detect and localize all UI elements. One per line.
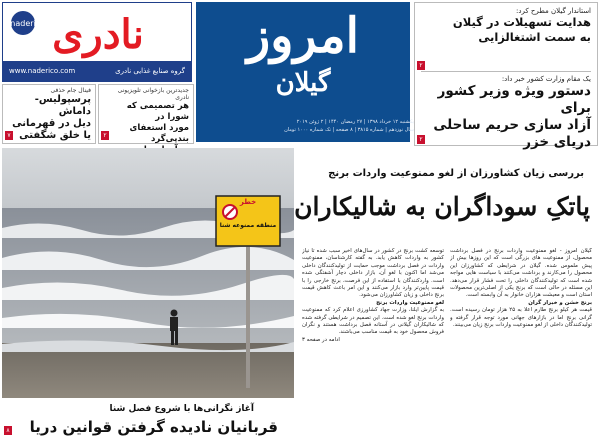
- date-line-1: یکشنبه ۱۲ خرداد ۱۳۹۸ | ۲۷ رمضان ۱۴۴۰ | ۲ ژوئن ۲۰۱۹: [296, 119, 414, 125]
- photo-caption-title[interactable]: قربانیان نادیده گرفتن قوانین دریا: [29, 418, 278, 436]
- story-column-left: [302, 248, 444, 432]
- story-subhead-right: برنج خشن و خبرار گران: [528, 299, 592, 306]
- masthead: [196, 2, 414, 142]
- story-column-right: [450, 248, 592, 432]
- page-tag: ۷: [5, 131, 13, 140]
- council-kicker: جدیدترین بازخوانی تلویزیونی نادری: [117, 87, 189, 101]
- ad-badge: naderi: [11, 11, 35, 35]
- right-headlines: [414, 2, 598, 150]
- masthead-date: [196, 116, 418, 136]
- photo-caption-kicker: آغاز نگرانی‌ها با شروع فصل شنا: [109, 404, 254, 414]
- sports-title-line3: یا خلق شگفتی: [19, 130, 91, 141]
- headline-1-title-line1: هدایت تسهیلات در گیلان: [452, 15, 591, 29]
- advertisement: [2, 2, 192, 82]
- headline-item-1[interactable]: [423, 7, 591, 45]
- story-headline[interactable]: پاتکِ سوداگران به شالیکاران: [294, 192, 590, 221]
- story-kicker: بررسی زیان کشاورزان از لغو ممنوعیت واردات برنج: [328, 168, 584, 179]
- story-body-left: توسعه کشت برنج در کشور در سال‌های اخیر سبب شده تا نیاز کشور به واردات کاهش یابد. به گفته کارشناسان، ممنوعیت واردات در فصل برداشت موجب حمایت از تولیدکنندگان داخلی می‌شد اما اکنون با لغو آن، بازار داخلی دچار آشفتگی شده است. واردکنندگان با استفاده از این فرصت، برنج خارجی را با قیمت پایین‌تر وارد بازار می‌کنند و این امر باعث کاهش قیمت برنج داخلی و زیان کشاورزان می‌شود.: [302, 248, 444, 299]
- council-title-line1: هر تصمیمی که شورا در: [126, 101, 189, 122]
- sports-title-line2: دیل در قهرمانی: [12, 118, 91, 129]
- headline-1-kicker: استاندار گیلان مطرح کرد:: [516, 7, 591, 15]
- headline-1-title-line2: به سمت اشتغالزایی: [478, 30, 591, 44]
- ad-footer: [3, 61, 191, 81]
- masthead-title: امروز: [247, 8, 359, 64]
- story-subhead-left: لغو ممنوعیت واردات برنج: [376, 299, 444, 306]
- warning-sign-line1: خطر: [239, 198, 257, 206]
- date-line-2: سال نوزدهم | شماره ۳۸۱۵ | ۸ صفحه | تک شماره ۱۰۰۰ تومان: [284, 127, 414, 133]
- ad-logo: [13, 9, 183, 61]
- main-story: [296, 148, 598, 438]
- beach-photo[interactable]: [2, 148, 294, 438]
- story-body-right: گیلان امروز - لغو ممنوعیت واردات برنج در فصل برداشت محصول، از ممنوعیت های بزرگی است که این روزها بیش از پیش ملموس شده. گیلان در شرایطی که کشاورزان این محصول را می‌کارند و برداشت می‌کنند با سیاست هایی مواجه شده است که تولیدکنندگان داخلی را تحت فشار قرار می‌دهد. این مسئله در حالی است که برنج یکی از اصلی‌ترین محصولات استان است و معیشت هزاران خانوار به آن وابسته است.: [450, 248, 592, 299]
- page-tag: ۲: [417, 61, 425, 70]
- ad-tagline: گروه صنایع غذایی نادری: [115, 67, 185, 75]
- ad-url: www.naderico.com: [9, 67, 76, 75]
- sports-kicker: فینال جام حذفی: [50, 87, 91, 94]
- continue-link[interactable]: ادامه در صفحه ۳: [302, 336, 340, 343]
- headline-2-title-line1: دستور ویژه وزیر کشور برای: [437, 83, 591, 116]
- page-tag: ۸: [4, 426, 12, 435]
- sports-title-line1: پرسپولیس- داماش: [34, 94, 91, 117]
- news-box-council[interactable]: [98, 84, 194, 144]
- page-tag: ۲: [101, 131, 109, 140]
- page-tag: ۲: [417, 135, 425, 144]
- masthead-subtitle: گیلان: [275, 68, 331, 98]
- headline-2-title-line2: آزاد سازی حریم ساحلی دریای خزر: [433, 117, 591, 150]
- beach-scene-image: [2, 148, 294, 438]
- council-title-line2: مورد استعفای بندپی‌گرد: [129, 123, 189, 144]
- headline-2-kicker: یک مقام وزارت کشور خبر داد:: [501, 75, 591, 83]
- headline-item-2[interactable]: [423, 75, 591, 151]
- story-body-left-2: به گزارش ایلنا، وزارت جهاد کشاورزی اعلام کرد که ممنوعیت واردات برنج لغو شده است. این تصمیم در شرایطی گرفته شده که شالیکاران گیلانی در آستانه فصل برداشت هستند و نگران فروش محصول خود به قیمت مناسب می‌باشند.: [302, 307, 444, 336]
- story-body-right-2: قیمت هر کیلو برنج طارم اعلا به ۲۵ هزار تومان رسیده است. گرانی برنج اما در بازارهای جهانی مورد توجه قرار گرفته و تولیدکنندگان داخلی از لغو ممنوعیت واردات برنج زیان می‌بینند.: [450, 307, 592, 329]
- ad-brand: نادری: [52, 11, 144, 58]
- divider: [421, 71, 591, 72]
- warning-sign-line2: منطقه ممنوعه شنا: [219, 222, 277, 229]
- news-box-sports[interactable]: [2, 84, 96, 144]
